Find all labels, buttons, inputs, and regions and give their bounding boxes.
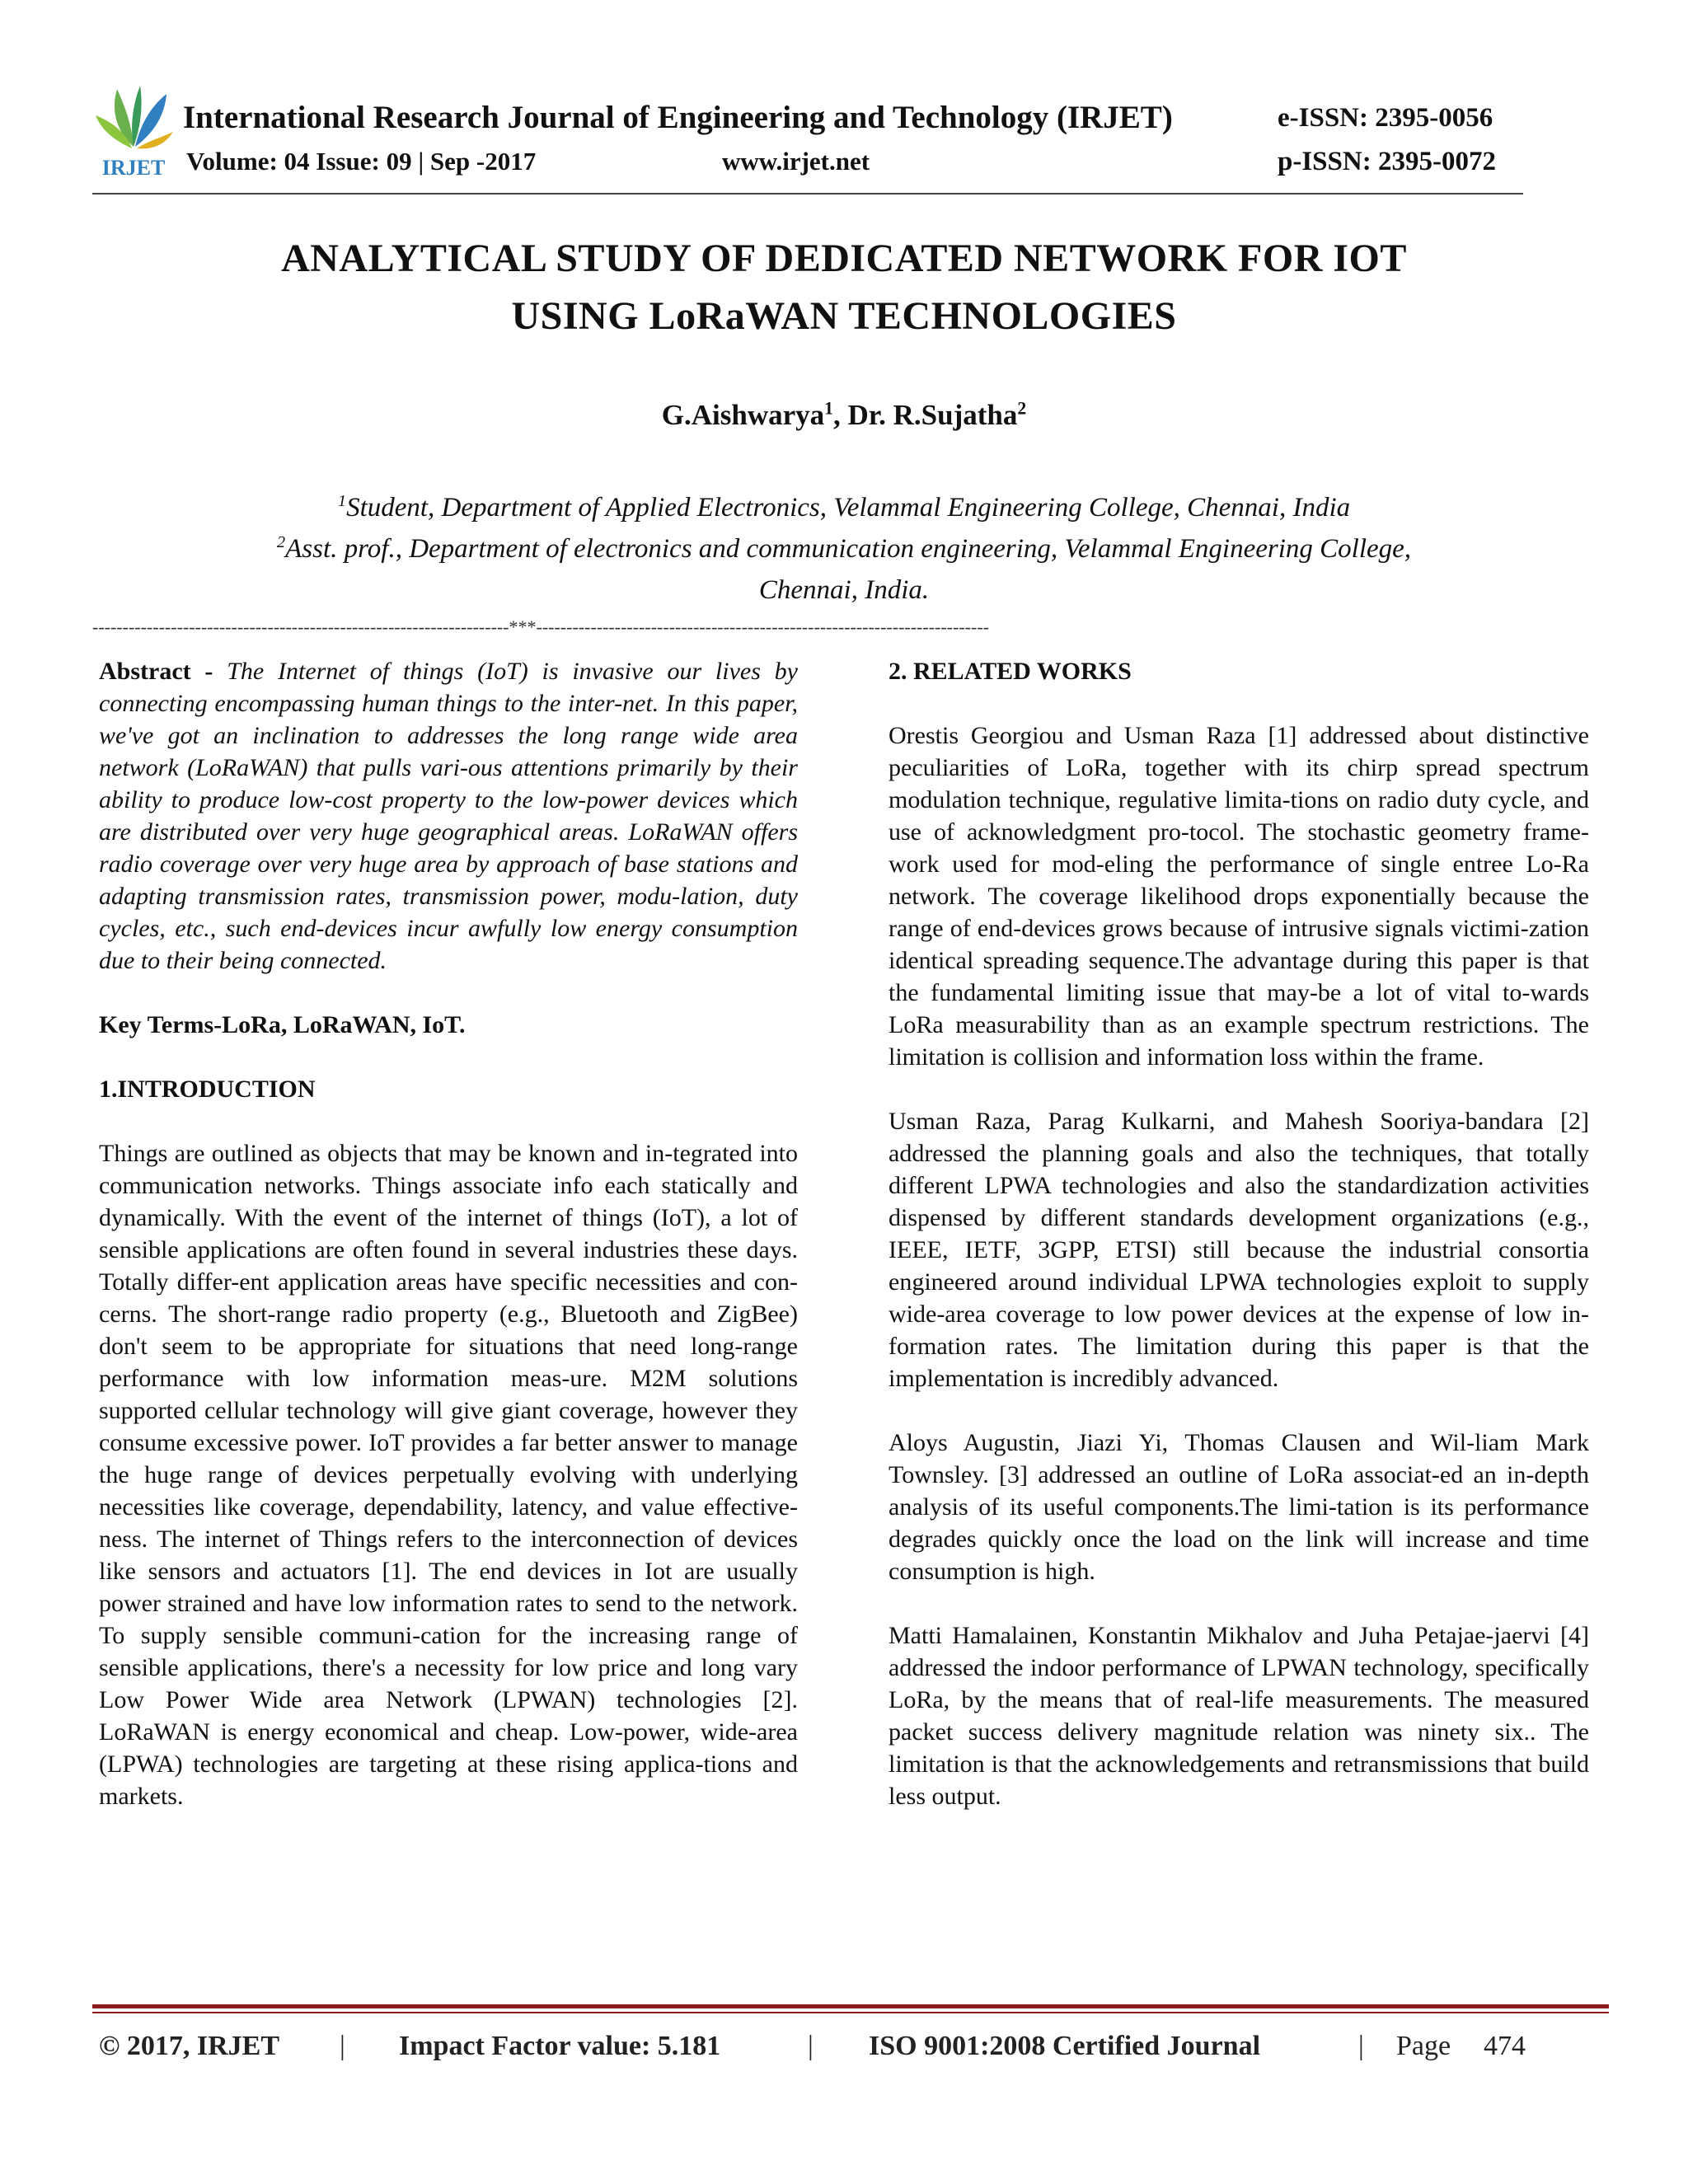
affiliation-2 <box>0 534 1688 565</box>
abstract-text: The Internet of things (IoT) is invasive our lives by connecting encompassing human things to the inter-net. In this paper, we've got an inclination to addresses the long range wide area network (LoRaWAN) that pulls vari-ous attentions primarily by their ability to produce low-cost property to the low-power devices which are distributed over very huge geographical areas. LoRaWAN offers radio coverage over very huge area by approach of base stations and adapting transmission rates, transmission power, modu-lation, duty cycles, etc., such end-devices incur awfully low energy consumption due to their being connected. <box>99 658 799 974</box>
related-works-paragraph: Orestis Georgiou and Usman Raza [1] addressed about distinctive peculiarities of LoRa, together with its chirp spread spectrum modulation technique, regulative limita-tions on radio duty cycle, and use of acknowledgment pro-tocol. The stochastic geometry frame-work used for mod-eling the performance of single entree Lo-Ra network. The coverage likelihood drops exponentially because the range of end-devices grows because of intrusive signals victimi-zation identical spreading sequence.The advantage during this paper is that the fundamental limiting issue that may-be a lot of vital to-wards LoRa measurability than as an example spectrum restrictions. The limitation is collision and information loss within the frame. <box>889 722 1589 1071</box>
journal-website[interactable]: www.irjet.net <box>722 147 870 176</box>
abstract <box>99 655 798 977</box>
footer-impact-factor: Impact Factor value: 5.181 <box>399 2031 721 2061</box>
footer-separator: | <box>808 2031 814 2061</box>
footer-rule-thin <box>92 2012 1609 2013</box>
footer-page-number: 474 <box>1484 2031 1526 2061</box>
related-works-paragraph: Usman Raza, Parag Kulkarni, and Mahesh Sooriya-bandara [2] addressed the planning goals and also the techniques, that totally different LPWA technologies and also the standardization activities dispensed by different standards development organizations (e.g., IEEE, IETF, 3GPP, ETSI) still because the industrial consortia engineered around individual LPWA technologies exploit to supply wide-area coverage to low power devices at the expense of low in-formation rates. The limitation during this paper is that the implementation is incredibly advanced. <box>889 1108 1589 1392</box>
logo-text: IRJET <box>101 156 166 180</box>
leaf-logo-icon <box>92 82 175 180</box>
affiliation-2-cont: Chennai, India. <box>758 575 930 605</box>
footer-copyright: © 2017, IRJET <box>99 2031 280 2061</box>
right-column <box>889 655 1589 1812</box>
affiliation-1-sup: 1 <box>337 492 347 510</box>
footer-separator: | <box>340 2031 345 2061</box>
footer-rule-thick <box>92 2004 1609 2008</box>
journal-name: International Research Journal of Engineering and Technology (IRJET) <box>183 100 1173 135</box>
header-rule <box>92 193 1523 194</box>
volume-issue: Volume: 04 Issue: 09 | Sep -2017 <box>186 147 537 176</box>
related-works-paragraph: Matti Hamalainen, Konstantin Mikhalov and Juha Petajae-jaervi [4] addressed the indoor performance of LPWAN technology, specifically LoRa, by the means that of real-life measurements. The measured packet success delivery magnitude relation was ninety six.. The limitation is that the acknowledgements and retransmissions that build less output. <box>889 1622 1589 1810</box>
affiliation-2-text: Asst. prof., Department of electronics and communication engineering, Velammal Engineering College, <box>285 534 1412 564</box>
author-1: G.Aishwarya <box>661 399 825 431</box>
key-terms: Key Terms-LoRa, LoRaWAN, IoT. <box>99 1011 466 1038</box>
affiliation-2-sup: 2 <box>276 533 286 551</box>
related-works-heading: 2. RELATED WORKS <box>889 658 1132 685</box>
author-separator: , <box>833 399 848 431</box>
related-works-paragraph: Aloys Augustin, Jiazi Yi, Thomas Clausen and Wil-liam Mark Townsley. [3] addressed an outline of LoRa associat-ed an in-depth analysis of its useful components.The limi-tation is its performance degrades quickly once the load on the link will increase and time consumption is high. <box>889 1429 1589 1585</box>
introduction-heading: 1.INTRODUCTION <box>99 1076 316 1103</box>
footer-page-label: Page <box>1396 2031 1451 2061</box>
paper-title-line2: USING LoRaWAN TECHNOLOGIES <box>511 294 1177 338</box>
authors <box>0 399 1688 432</box>
footer-iso: ISO 9001:2008 Certified Journal <box>869 2031 1261 2061</box>
paper-title-line1: ANALYTICAL STUDY OF DEDICATED NETWORK FOR IOT <box>281 237 1407 280</box>
author-2-sup: 2 <box>1017 398 1027 419</box>
abstract-label: Abstract - <box>99 658 213 685</box>
introduction-text: Things are outlined as objects that may be known and in-tegrated into communication networks. Things associate info each statically and dynamically. With the event of the internet of things (IoT), a lot of sensible applications are often found in several industries these days. Totally differ-ent application areas have specific necessities and con-cerns. The short-range radio property (e.g., Bluetooth and ZigBee) don't seem to be appropriate for situations that need long-range performance with low information meas-ure. M2M solutions supported cellular technology will give giant coverage, however they consume excessive power. IoT provides a far better answer to manage the huge range of devices perpetually evolving with underlying necessities like coverage, dependability, latency, and value effective-ness. The internet of Things refers to the interconnection of devices like sensors and actuators [1]. The end devices in Iot are usually power strained and have low information rates to send to the network. To supply sensible communi-cation for the increasing range of sensible applications, there's a necessity for low price and long vary Low Power Wide area Network (LPWAN) technologies [2]. LoRaWAN is energy economical and cheap. Low-power, wide-area (LPWA) technologies are targeting at these rising applica-tions and markets. <box>99 1140 798 1810</box>
affiliation-1-text: Student, Department of Applied Electronics, Velammal Engineering College, Chennai, India <box>346 493 1351 523</box>
p-issn: p-ISSN: 2395-0072 <box>1278 147 1496 176</box>
footer-separator: | <box>1358 2031 1364 2061</box>
section-divider: ---------------------------------------------------------------------***--------------------------------------------------------------------------- <box>92 616 989 637</box>
affiliation-1 <box>0 493 1688 523</box>
author-1-sup: 1 <box>824 398 834 419</box>
left-column <box>99 655 798 1812</box>
e-issn: e-ISSN: 2395-0056 <box>1278 103 1493 133</box>
author-2: Dr. R.Sujatha <box>847 399 1018 431</box>
journal-logo <box>92 82 175 180</box>
